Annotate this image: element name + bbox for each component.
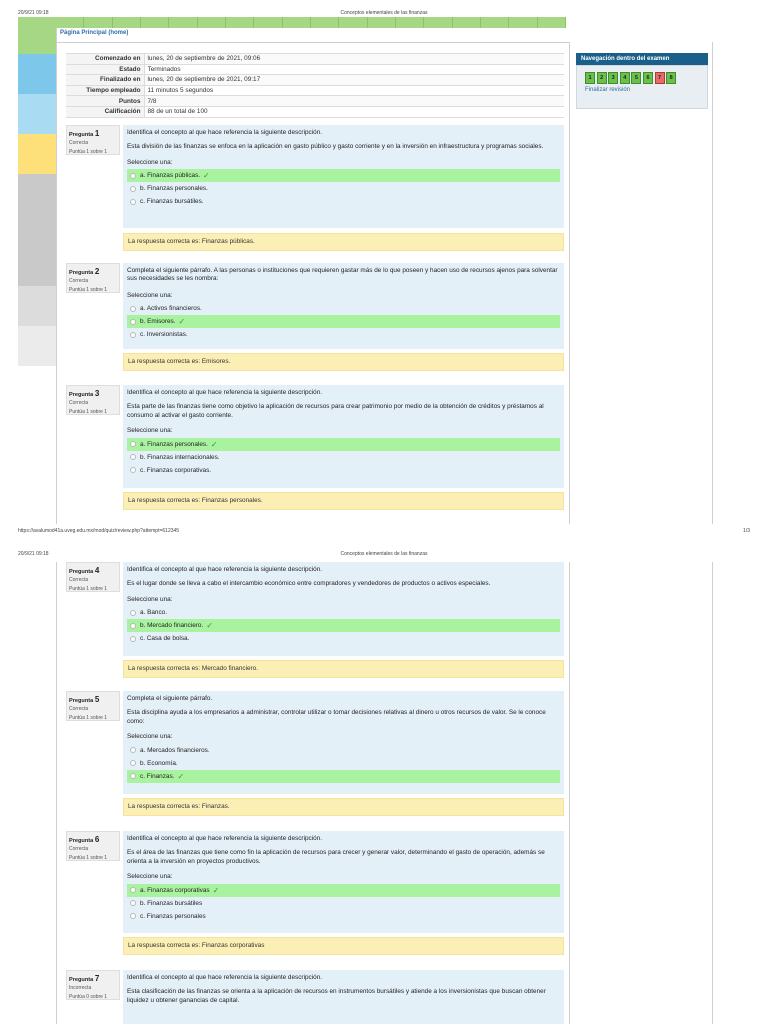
question-state: Correcta (69, 278, 89, 284)
question-content (123, 125, 564, 228)
radio-icon[interactable] (130, 319, 136, 325)
theme-strip (18, 17, 56, 54)
answer-option[interactable]: c. Inversionistas. (127, 328, 560, 341)
question-description: Es el lugar donde se lleva a cabo el intercambio económico entre compradores y vendedores de productos o activos especiales. (127, 580, 491, 588)
answer-option[interactable]: c. Finanzas bursátiles. (127, 195, 560, 208)
question-info (66, 125, 120, 155)
radio-icon[interactable] (130, 623, 136, 629)
question-points: Puntúa 1 sobre 1 (69, 715, 108, 721)
theme-strip (18, 54, 56, 94)
select-one-label: Seleccione una: (127, 427, 173, 435)
question-info (66, 385, 120, 415)
question-info (66, 263, 120, 293)
print-doc-title: Conceptos elementales de las finanzas (340, 551, 428, 557)
radio-icon[interactable] (130, 773, 136, 779)
print-page-number: 1/3 (743, 528, 750, 534)
answer-option[interactable]: a. Banco. (127, 606, 560, 619)
theme-strip (18, 174, 56, 286)
summary-label: Finalizado en (66, 75, 144, 86)
print-header-page1 (0, 0, 768, 16)
question-points: Puntúa 1 sobre 1 (69, 586, 108, 592)
question-points: Puntúa 1 sobre 1 (69, 855, 108, 861)
answer-option[interactable]: a. Mercados financieros. (127, 744, 560, 757)
question-info (66, 970, 120, 1000)
correct-answer-feedback: La respuesta correcta es: Finanzas públicas. (123, 233, 564, 251)
theme-strip (18, 134, 56, 174)
question-state: Correcta (69, 846, 89, 852)
frame-divider (712, 562, 713, 1024)
question-prompt: Identifica el concepto al que hace referencia la siguiente descripción. (127, 566, 323, 573)
select-one-label: Seleccione una: (127, 291, 173, 299)
radio-icon[interactable] (130, 636, 136, 642)
question-prompt: Identifica el concepto al que hace referencia la siguiente descripción. (127, 835, 323, 842)
summary-value: 88 de un total de 100 (144, 106, 564, 117)
frame-divider (56, 562, 57, 1024)
radio-icon[interactable] (130, 913, 136, 919)
attempt-summary-table (66, 53, 564, 118)
answer-option[interactable]: a. Finanzas personales. ✓ (127, 438, 560, 451)
radio-icon[interactable] (130, 173, 136, 179)
question-description: Es el área de las finanzas que tiene como fin la aplicación de recursos para crecer y generar valor, determinando el gasto de operación, además se orienta a la inversión en proyectos productivos. (127, 849, 545, 865)
radio-icon[interactable] (130, 467, 136, 473)
radio-icon[interactable] (130, 199, 136, 205)
answer-option[interactable]: b. Emisores. ✓ (127, 315, 560, 328)
summary-value: lunes, 20 de septiembre de 2021, 09:06 (144, 54, 564, 65)
question-content (123, 562, 564, 656)
checkmark-icon: ✓ (206, 621, 213, 631)
checkmark-icon: ✓ (212, 885, 220, 895)
question-points: Puntúa 1 sobre 1 (69, 149, 108, 155)
frame-divider (569, 562, 570, 1024)
theme-strip (18, 326, 56, 366)
question-number: Pregunta 7 (69, 974, 100, 983)
summary-label: Calificación (66, 106, 144, 117)
question-description: Esta clasificación de las finanzas se orienta a la aplicación de recursos en instrumentos bursátiles y atiende a los inversionistas que buscan obtener liquidez u obtener ganancias de capital. (127, 988, 546, 1004)
checkmark-icon: ✓ (210, 439, 218, 449)
answer-option[interactable]: c. Casa de bolsa. (127, 632, 560, 645)
breadcrumb-home-link[interactable]: Página Principal (home) (60, 30, 129, 36)
question-description: Esta disciplina ayuda a los empresarios a administrar, controlar utilizar o tomar decisiones relativas al dinero u otros recursos de valor. Se le conoce como: (127, 709, 546, 725)
frame-divider (56, 28, 57, 524)
question-state: Correcta (69, 706, 89, 712)
summary-label: Comenzado en (66, 54, 144, 65)
checkmark-icon: ✓ (203, 171, 210, 181)
answer-option[interactable]: b. Economía. (127, 757, 560, 770)
quiz-navigation-buttons (585, 72, 699, 84)
nav-question-7-button[interactable]: 7 (655, 72, 665, 84)
summary-row (66, 75, 564, 86)
summary-value: lunes, 20 de septiembre de 2021, 09:17 (144, 75, 564, 86)
question-number: Pregunta 4 (69, 566, 100, 575)
question-number: Pregunta 5 (69, 695, 100, 704)
summary-row (66, 54, 564, 65)
correct-answer-feedback: La respuesta correcta es: Emisores. (123, 353, 564, 371)
question-info (66, 831, 120, 861)
nav-question-3-button[interactable]: 3 (608, 72, 618, 84)
answer-option[interactable]: c. Finanzas. ✓ (127, 770, 560, 783)
question-prompt: Identifica el concepto al que hace referencia la siguiente descripción. (127, 129, 323, 136)
select-one-label: Seleccione una: (127, 733, 173, 741)
answer-option[interactable]: b. Finanzas bursátiles (127, 897, 560, 910)
answer-option[interactable]: b. Finanzas internacionales. (127, 451, 560, 464)
finish-review-link[interactable]: Finalizar revisión (585, 87, 631, 93)
question-points: Puntúa 1 sobre 1 (69, 409, 108, 415)
summary-label: Puntos (66, 96, 144, 107)
nav-question-4-button[interactable]: 4 (620, 72, 630, 84)
theme-strip (18, 94, 56, 134)
radio-icon[interactable] (130, 306, 136, 312)
print-url: https://avalumod41a.uveg.edu.mx/mod/quiz/review.php?attempt=612345 (18, 528, 180, 534)
frame-divider (56, 42, 569, 43)
answer-option[interactable]: b. Finanzas personales. (127, 182, 560, 195)
question-info (66, 562, 120, 592)
checkmark-icon: ✓ (178, 317, 186, 327)
question-state: Correcta (69, 140, 89, 146)
theme-topbar (56, 17, 566, 28)
answer-option[interactable]: b. Mercado financiero. ✓ (127, 619, 560, 632)
answer-option[interactable]: c. Finanzas corporativas. (127, 464, 560, 477)
select-one-label: Seleccione una: (127, 873, 173, 881)
answer-option[interactable]: c. Finanzas personales (127, 910, 560, 923)
answer-option[interactable]: a. Activos financieros. (127, 302, 560, 315)
nav-question-8-button[interactable]: 8 (666, 72, 676, 84)
question-number: Pregunta 1 (69, 129, 100, 138)
correct-answer-feedback: La respuesta correcta es: Finanzas. (123, 798, 564, 816)
quiz-navigation-block (576, 53, 708, 109)
question-points: Puntúa 1 sobre 1 (69, 287, 108, 293)
nav-question-6-button[interactable]: 6 (643, 72, 653, 84)
correct-answer-feedback: La respuesta correcta es: Mercado financiero. (123, 660, 564, 678)
radio-icon[interactable] (130, 747, 136, 753)
question-content (123, 691, 564, 794)
select-one-label: Seleccione una: (127, 595, 173, 603)
select-one-label: Seleccione una: (127, 158, 173, 166)
nav-question-2-button[interactable]: 2 (597, 72, 607, 84)
quiz-navigation-title: Navegación dentro del examen (576, 53, 708, 65)
question-content (123, 970, 564, 1024)
print-doc-title: Conceptos elementales de las finanzas (340, 10, 428, 16)
question-prompt: Completa el siguiente párrafo. (127, 695, 213, 702)
radio-icon[interactable] (130, 186, 136, 192)
nav-question-1-button[interactable]: 1 (585, 72, 595, 84)
frame-divider (569, 42, 570, 524)
frame-divider (712, 42, 713, 524)
question-content (123, 831, 564, 933)
correct-answer-feedback: La respuesta correcta es: Finanzas corporativas (123, 937, 564, 955)
question-description: Esta parte de las finanzas tiene como objetivo la aplicación de recursos para crear patrimonio por medio de la obtención de créditos y préstamos al consumo al activar el gasto corriente. (127, 403, 544, 419)
question-number: Pregunta 6 (69, 835, 100, 844)
summary-label: Tiempo empleado (66, 85, 144, 96)
print-timestamp: 20/9/21 09:18 (18, 10, 49, 16)
answer-option[interactable]: a. Finanzas corporativas ✓ (127, 884, 560, 897)
question-number: Pregunta 2 (69, 267, 100, 276)
summary-row (66, 64, 564, 75)
summary-row (66, 106, 564, 117)
question-info (66, 691, 120, 721)
radio-icon[interactable] (130, 900, 136, 906)
question-description: Esta división de las finanzas se enfoca en la aplicación en gasto público y gasto corriente y en la inversión en infraestructura y programas sociales. (127, 143, 544, 151)
print-header-page2 (0, 541, 768, 557)
question-content (123, 263, 564, 349)
question-prompt: Identifica el concepto al que hace referencia la siguiente descripción. (127, 974, 323, 981)
question-points: Puntúa 0 sobre 1 (69, 994, 108, 1000)
correct-answer-feedback: La respuesta correcta es: Finanzas personales. (123, 492, 564, 510)
theme-strip (18, 286, 56, 326)
summary-value: 11 minutos 5 segundos (144, 85, 564, 96)
question-state: Correcta (69, 400, 89, 406)
question-number: Pregunta 3 (69, 389, 100, 398)
radio-icon[interactable] (130, 610, 136, 616)
checkmark-icon: ✓ (177, 771, 185, 781)
question-prompt: Identifica el concepto al que hace referencia la siguiente descripción. (127, 389, 323, 396)
summary-value: Terminados (144, 64, 564, 75)
question-content (123, 385, 564, 488)
radio-icon[interactable] (130, 887, 136, 893)
radio-icon[interactable] (130, 441, 136, 447)
summary-value: 7/8 (144, 96, 564, 107)
question-state: Correcta (69, 577, 89, 583)
question-state: Incorrecta (69, 985, 92, 991)
radio-icon[interactable] (130, 332, 136, 338)
summary-label: Estado (66, 64, 144, 75)
radio-icon[interactable] (130, 760, 136, 766)
summary-row (66, 85, 564, 96)
print-timestamp: 20/9/21 09:18 (18, 551, 49, 557)
radio-icon[interactable] (130, 454, 136, 460)
summary-row (66, 96, 564, 107)
quiz-navigation-body (576, 65, 708, 109)
nav-question-5-button[interactable]: 5 (631, 72, 641, 84)
answer-option[interactable]: a. Finanzas públicas. ✓ (127, 169, 560, 182)
question-prompt: Completa el siguiente párrafo. A las personas o instituciones que requieren gastar más de lo que poseen y hacen uso de recursos ajenos para solventar sus necesidades se les nombra: (127, 267, 558, 283)
